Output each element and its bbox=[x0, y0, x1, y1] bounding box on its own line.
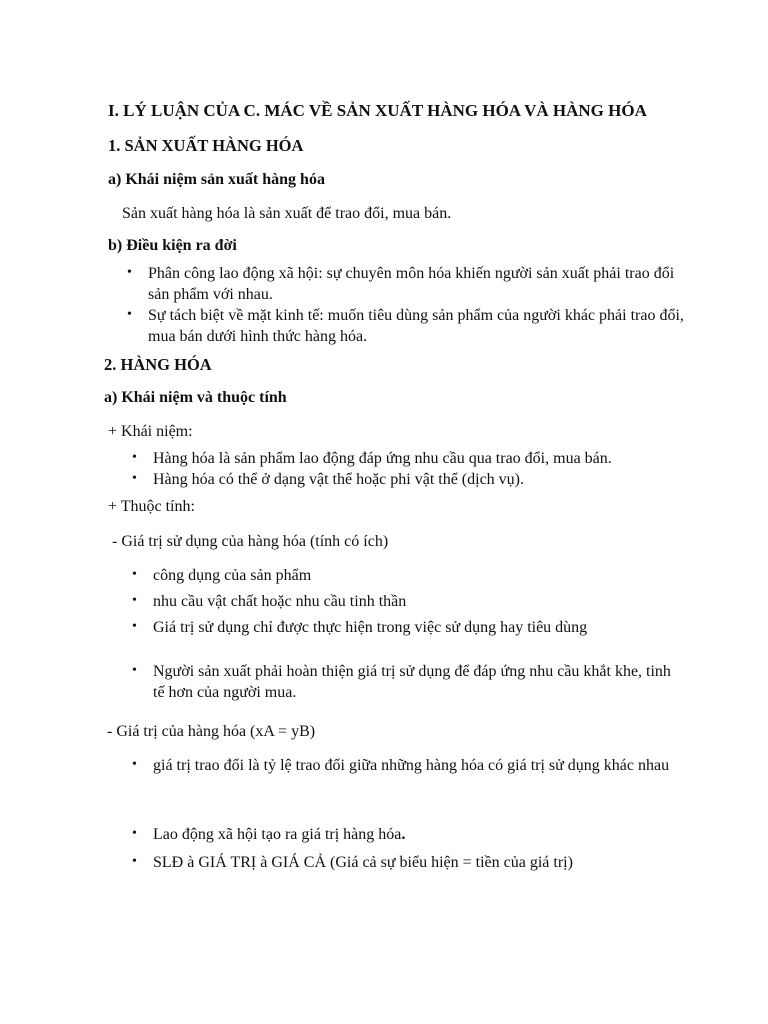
list-item-value-2 bbox=[153, 824, 405, 845]
paragraph-concept-production: Sản xuất hàng hóa là sản xuất để trao đổi, mua bán. bbox=[122, 205, 452, 222]
list-item-use-value-1: công dụng của sản phẩm bbox=[153, 567, 312, 584]
bullet-marker: • bbox=[132, 854, 137, 869]
section-heading-goods: 2. HÀNG HÓA bbox=[104, 355, 212, 374]
list-item-condition-2: Sự tách biệt về mặt kinh tế: muốn tiêu dùng sản phẩm của người khác phải trao đổi, mua bán dưới hình thức hàng hóa. bbox=[148, 307, 684, 345]
label-value: - Giá trị của hàng hóa (xA = yB) bbox=[107, 723, 316, 740]
list-item-condition-1: Phân công lao động xã hội: sự chuyên môn hóa khiến người sản xuất phải trao đổi sản phẩm với nhau. bbox=[148, 265, 675, 303]
bullet-marker: • bbox=[132, 619, 137, 634]
list-item-value-2-period: . bbox=[401, 826, 406, 843]
label-use-value: - Giá trị sử dụng của hàng hóa (tính có ích) bbox=[112, 533, 389, 550]
label-concept: + Khái niệm: bbox=[108, 423, 193, 440]
bullet-marker: • bbox=[132, 757, 137, 772]
bullet-marker: • bbox=[132, 567, 137, 582]
bullet-marker: • bbox=[132, 471, 137, 486]
subheading-concept-production: a) Khái niệm sản xuất hàng hóa bbox=[108, 171, 325, 188]
list-item-value-3: SLĐ à GIÁ TRỊ à GIÁ CẢ (Giá cả sự biểu hiện = tiền của giá trị) bbox=[153, 854, 573, 871]
list-item-use-value-extra: Người sản xuất phải hoàn thiện giá trị sử dụng để đáp ứng nhu cầu khắt khe, tinh tế hơn của người mua. bbox=[153, 663, 671, 701]
list-item-value-2-text: Lao động xã hội tạo ra giá trị hàng hóa bbox=[153, 826, 402, 843]
list-item-use-value-3: Giá trị sử dụng chỉ được thực hiện trong việc sử dụng hay tiêu dùng bbox=[153, 619, 588, 636]
list-item-concept-1: Hàng hóa là sản phẩm lao động đáp ứng nhu cầu qua trao đổi, mua bán. bbox=[153, 450, 612, 467]
section-heading-production: 1. SẢN XUẤT HÀNG HÓA bbox=[108, 136, 304, 155]
main-heading: I. LÝ LUẬN CỦA C. MÁC VỀ SẢN XUẤT HÀNG HÓA VÀ HÀNG HÓA bbox=[108, 101, 647, 120]
bullet-marker: • bbox=[132, 826, 137, 841]
list-item-use-value-2: nhu cầu vật chất hoặc nhu cầu tinh thần bbox=[153, 593, 407, 610]
list-item-concept-2: Hàng hóa có thể ở dạng vật thể hoặc phi vật thể (dịch vụ). bbox=[153, 471, 525, 488]
label-properties: + Thuộc tính: bbox=[108, 498, 195, 515]
subheading-concept-properties: a) Khái niệm và thuộc tính bbox=[104, 389, 287, 406]
bullet-marker: • bbox=[127, 307, 132, 322]
bullet-marker: • bbox=[132, 663, 137, 678]
subheading-conditions: b) Điều kiện ra đời bbox=[108, 237, 237, 254]
bullet-marker: • bbox=[127, 265, 132, 280]
bullet-marker: • bbox=[132, 593, 137, 608]
list-item-value-1: giá trị trao đổi là tỷ lệ trao đổi giữa những hàng hóa có giá trị sử dụng khác nhau bbox=[153, 757, 670, 774]
bullet-marker: • bbox=[132, 450, 137, 465]
